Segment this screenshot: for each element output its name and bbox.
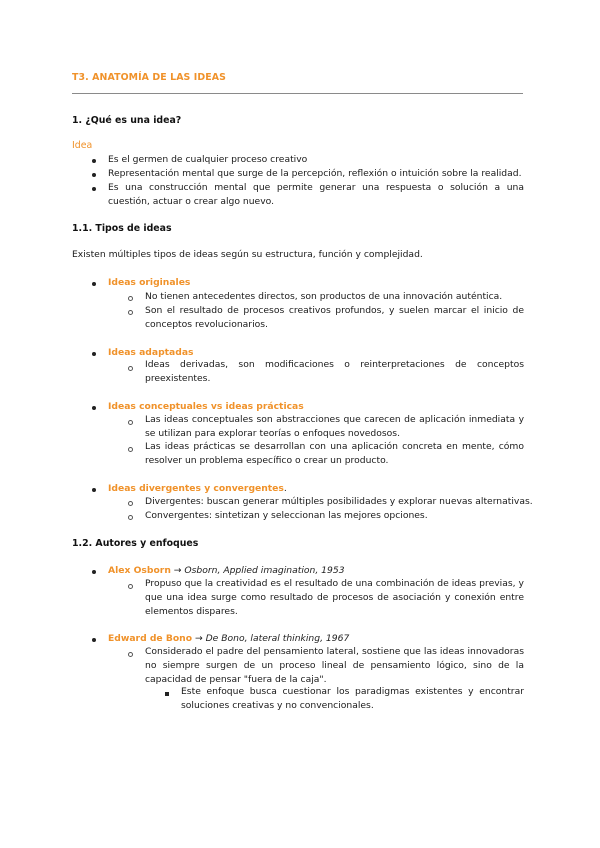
bullet-dot — [92, 282, 96, 286]
originales-item-2: Son el resultado de procesos creativos profundos, y suelen marcar el inicio de conceptos revolucionarios. — [145, 305, 524, 330]
section-1-1-heading: 1.1. Tipos de ideas — [72, 223, 172, 234]
section-1-heading: 1. ¿Qué es una idea? — [72, 115, 182, 126]
bullet-ring — [128, 501, 133, 506]
section-1-2-heading: 1.2. Autores y enfoques — [72, 538, 199, 549]
originales-item-1: No tienen antecedentes directos, son productos de una innovación auténtica. — [145, 291, 503, 302]
adaptadas-item-1: Ideas derivadas, son modificaciones o reinterpretaciones de conceptos preexistentes. — [145, 359, 524, 384]
arrow-icon: → — [194, 633, 203, 644]
author-name-osborn: Alex Osborn — [108, 565, 171, 576]
author-osborn — [108, 564, 345, 578]
idea-subheading: Idea — [72, 140, 93, 151]
debono-item-1: Considerado el padre del pensamiento lateral, sostiene que las ideas innovadoras no siempre surgen de un proceso lineal de pensamiento lógico, sino de la capacidad de pensar "fuera de la caja". — [145, 646, 524, 685]
idea-bullet-1: Es el germen de cualquier proceso creativo — [108, 154, 308, 165]
author-debono — [108, 632, 349, 646]
bullet-dot — [92, 638, 96, 642]
document-title: T3. ANATOMÍA DE LAS IDEAS — [72, 72, 226, 83]
type-label-divergentes — [108, 482, 287, 496]
conceptuales-item-1: Las ideas conceptuales son abstracciones que carecen de aplicación inmediata y se utilizan para explorar teorías o enfoques novedosos. — [145, 414, 524, 439]
bullet-dot — [92, 406, 96, 410]
bullet-ring — [128, 310, 133, 315]
author-name-debono: Edward de Bono — [108, 633, 193, 644]
divergentes-label-suffix: . — [283, 483, 287, 494]
bullet-dot — [92, 488, 96, 492]
type-label-originales: Ideas originales — [108, 277, 191, 288]
type-label-conceptuales: Ideas conceptuales vs ideas prácticas — [108, 401, 304, 412]
bullet-ring — [128, 296, 133, 301]
bullet-dot — [92, 173, 96, 177]
divergentes-label-text: Ideas divergentes y convergentes — [108, 483, 284, 494]
bullet-dot — [92, 570, 96, 574]
bullet-ring — [128, 366, 133, 371]
bullet-ring — [128, 447, 133, 452]
author-work-debono: De Bono, lateral thinking, 1967 — [205, 633, 350, 644]
bullet-ring — [128, 515, 133, 520]
bullet-ring — [128, 652, 133, 657]
idea-bullet-2: Representación mental que surge de la percepción, reflexión o intuición sobre la realidad. — [108, 168, 522, 179]
debono-subitem-1: Este enfoque busca cuestionar los paradigmas existentes y encontrar soluciones creativas y no convencionales. — [181, 686, 524, 711]
bullet-dot — [92, 352, 96, 356]
conceptuales-item-2: Las ideas prácticas se desarrollan con una aplicación concreta en mente, cómo resolver un problema específico o crear un producto. — [145, 441, 524, 466]
title-divider — [72, 93, 523, 94]
osborn-item-1: Propuso que la creatividad es el resultado de una combinación de ideas previas, y que una idea surge como resultado de procesos de asociación y conexión entre elementos dispares. — [145, 578, 524, 617]
divergentes-item-2: Convergentes: sintetizan y seleccionan las mejores opciones. — [145, 510, 428, 521]
divergentes-item-1: Divergentes: buscan generar múltiples posibilidades y explorar nuevas alternativas. — [145, 496, 533, 507]
arrow-icon: → — [173, 565, 182, 576]
bullet-ring — [128, 420, 133, 425]
bullet-dot — [92, 187, 96, 191]
bullet-dot — [92, 159, 96, 163]
bullet-square — [165, 692, 169, 696]
types-intro: Existen múltiples tipos de ideas según su estructura, función y complejidad. — [72, 249, 423, 260]
bullet-ring — [128, 584, 133, 589]
idea-bullet-3: Es una construcción mental que permite generar una respuesta o solución a una cuestión, actuar o crear algo nuevo. — [108, 182, 524, 207]
type-label-adaptadas: Ideas adaptadas — [108, 347, 194, 358]
author-work-osborn: Osborn, Applied imagination, 1953 — [184, 565, 345, 576]
